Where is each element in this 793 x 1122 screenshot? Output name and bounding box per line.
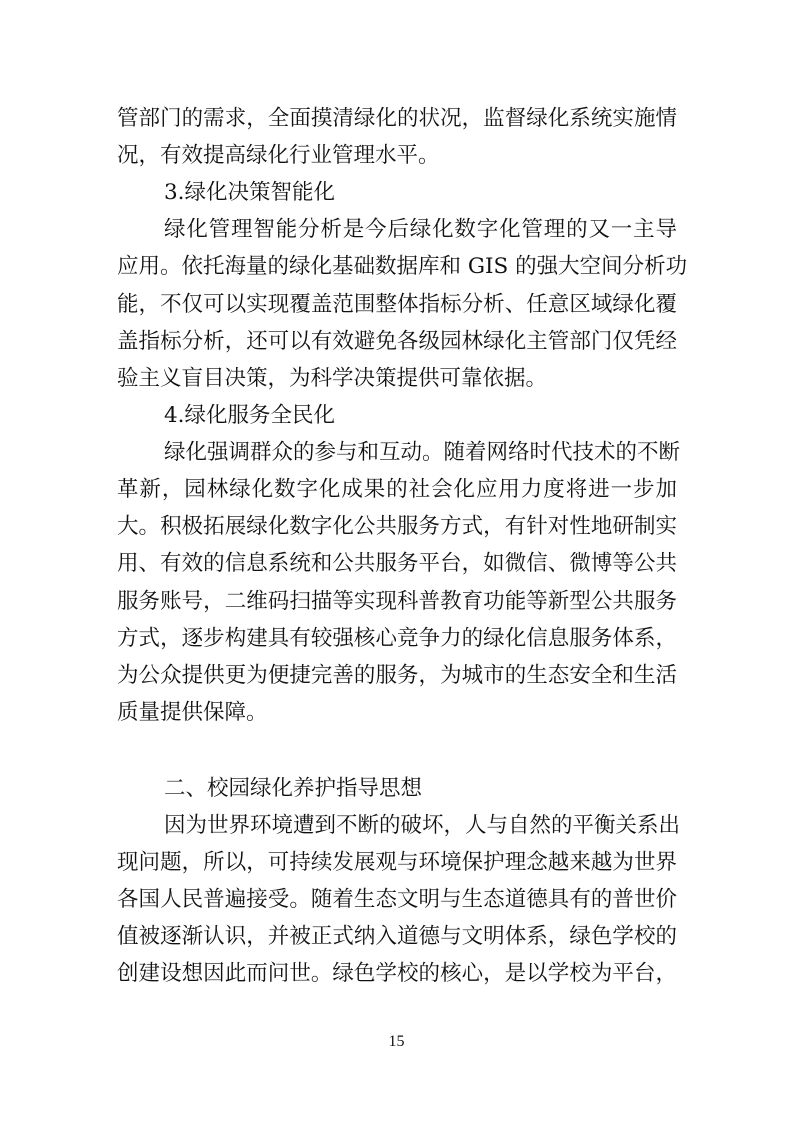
body-text-line: 大。积极拓展绿化数字化公共服务方式，有针对性地研制实 <box>117 514 677 539</box>
body-text-line: 盖指标分析，还可以有效避免各级园林绿化主管部门仅凭经 <box>117 329 677 354</box>
document-page <box>117 0 688 1122</box>
body-text-line: 方式，逐步构建具有较强核心竞争力的绿化信息服务体系， <box>117 626 677 651</box>
body-text-line: 用、有效的信息系统和公共服务平台，如微信、微博等公共 <box>117 551 677 576</box>
body-text-line: 革新，园林绿化数字化成果的社会化应用力度将进一步加 <box>117 477 677 502</box>
page-number: 15 <box>388 1033 405 1050</box>
body-text-line: 管部门的需求，全面摸清绿化的状况，监督绿化系统实施情 <box>117 106 677 131</box>
body-text-line: 绿化强调群众的参与和互动。随着网络时代技术的不断 <box>164 440 681 465</box>
body-text-line: 能，不仅可以实现覆盖范围整体指标分析、任意区域绿化覆 <box>117 292 677 317</box>
body-text-line: 各国人民普遍接受。随着生态文明与生态道德具有的普世价 <box>117 887 677 912</box>
body-text-line: 应用。依托海量的绿化基础数据库和 GIS 的强大空间分析功 <box>117 254 688 279</box>
body-text-line: 质量提供保障。 <box>117 700 268 725</box>
section-heading-decision: 3.绿化决策智能化 <box>164 180 336 205</box>
body-text-line: 服务账号，二维码扫描等实现科普教育功能等新型公共服务 <box>117 589 677 614</box>
section-heading-service: 4.绿化服务全民化 <box>164 403 336 428</box>
body-text-line: 因为世界环境遭到不断的破坏，人与自然的平衡关系出 <box>164 813 681 838</box>
body-text-line: 为公众提供更为便捷完善的服务，为城市的生态安全和生活 <box>117 663 677 688</box>
chapter-heading-guidance: 二、校园绿化养护指导思想 <box>164 776 423 801</box>
body-text-line: 值被逐渐认识，并被正式纳入道德与文明体系，绿色学校的 <box>117 924 677 949</box>
body-text-line: 创建设想因此而问世。绿色学校的核心，是以学校为平台， <box>117 961 677 986</box>
body-text-line: 验主义盲目决策，为科学决策提供可靠依据。 <box>117 366 548 391</box>
body-text-line: 绿化管理智能分析是今后绿化数字化管理的又一主导 <box>164 217 677 242</box>
body-text-line: 现问题，所以，可持续发展观与环境保护理念越来越为世界 <box>117 850 677 875</box>
body-text-line: 况，有效提高绿化行业管理水平。 <box>117 143 440 168</box>
